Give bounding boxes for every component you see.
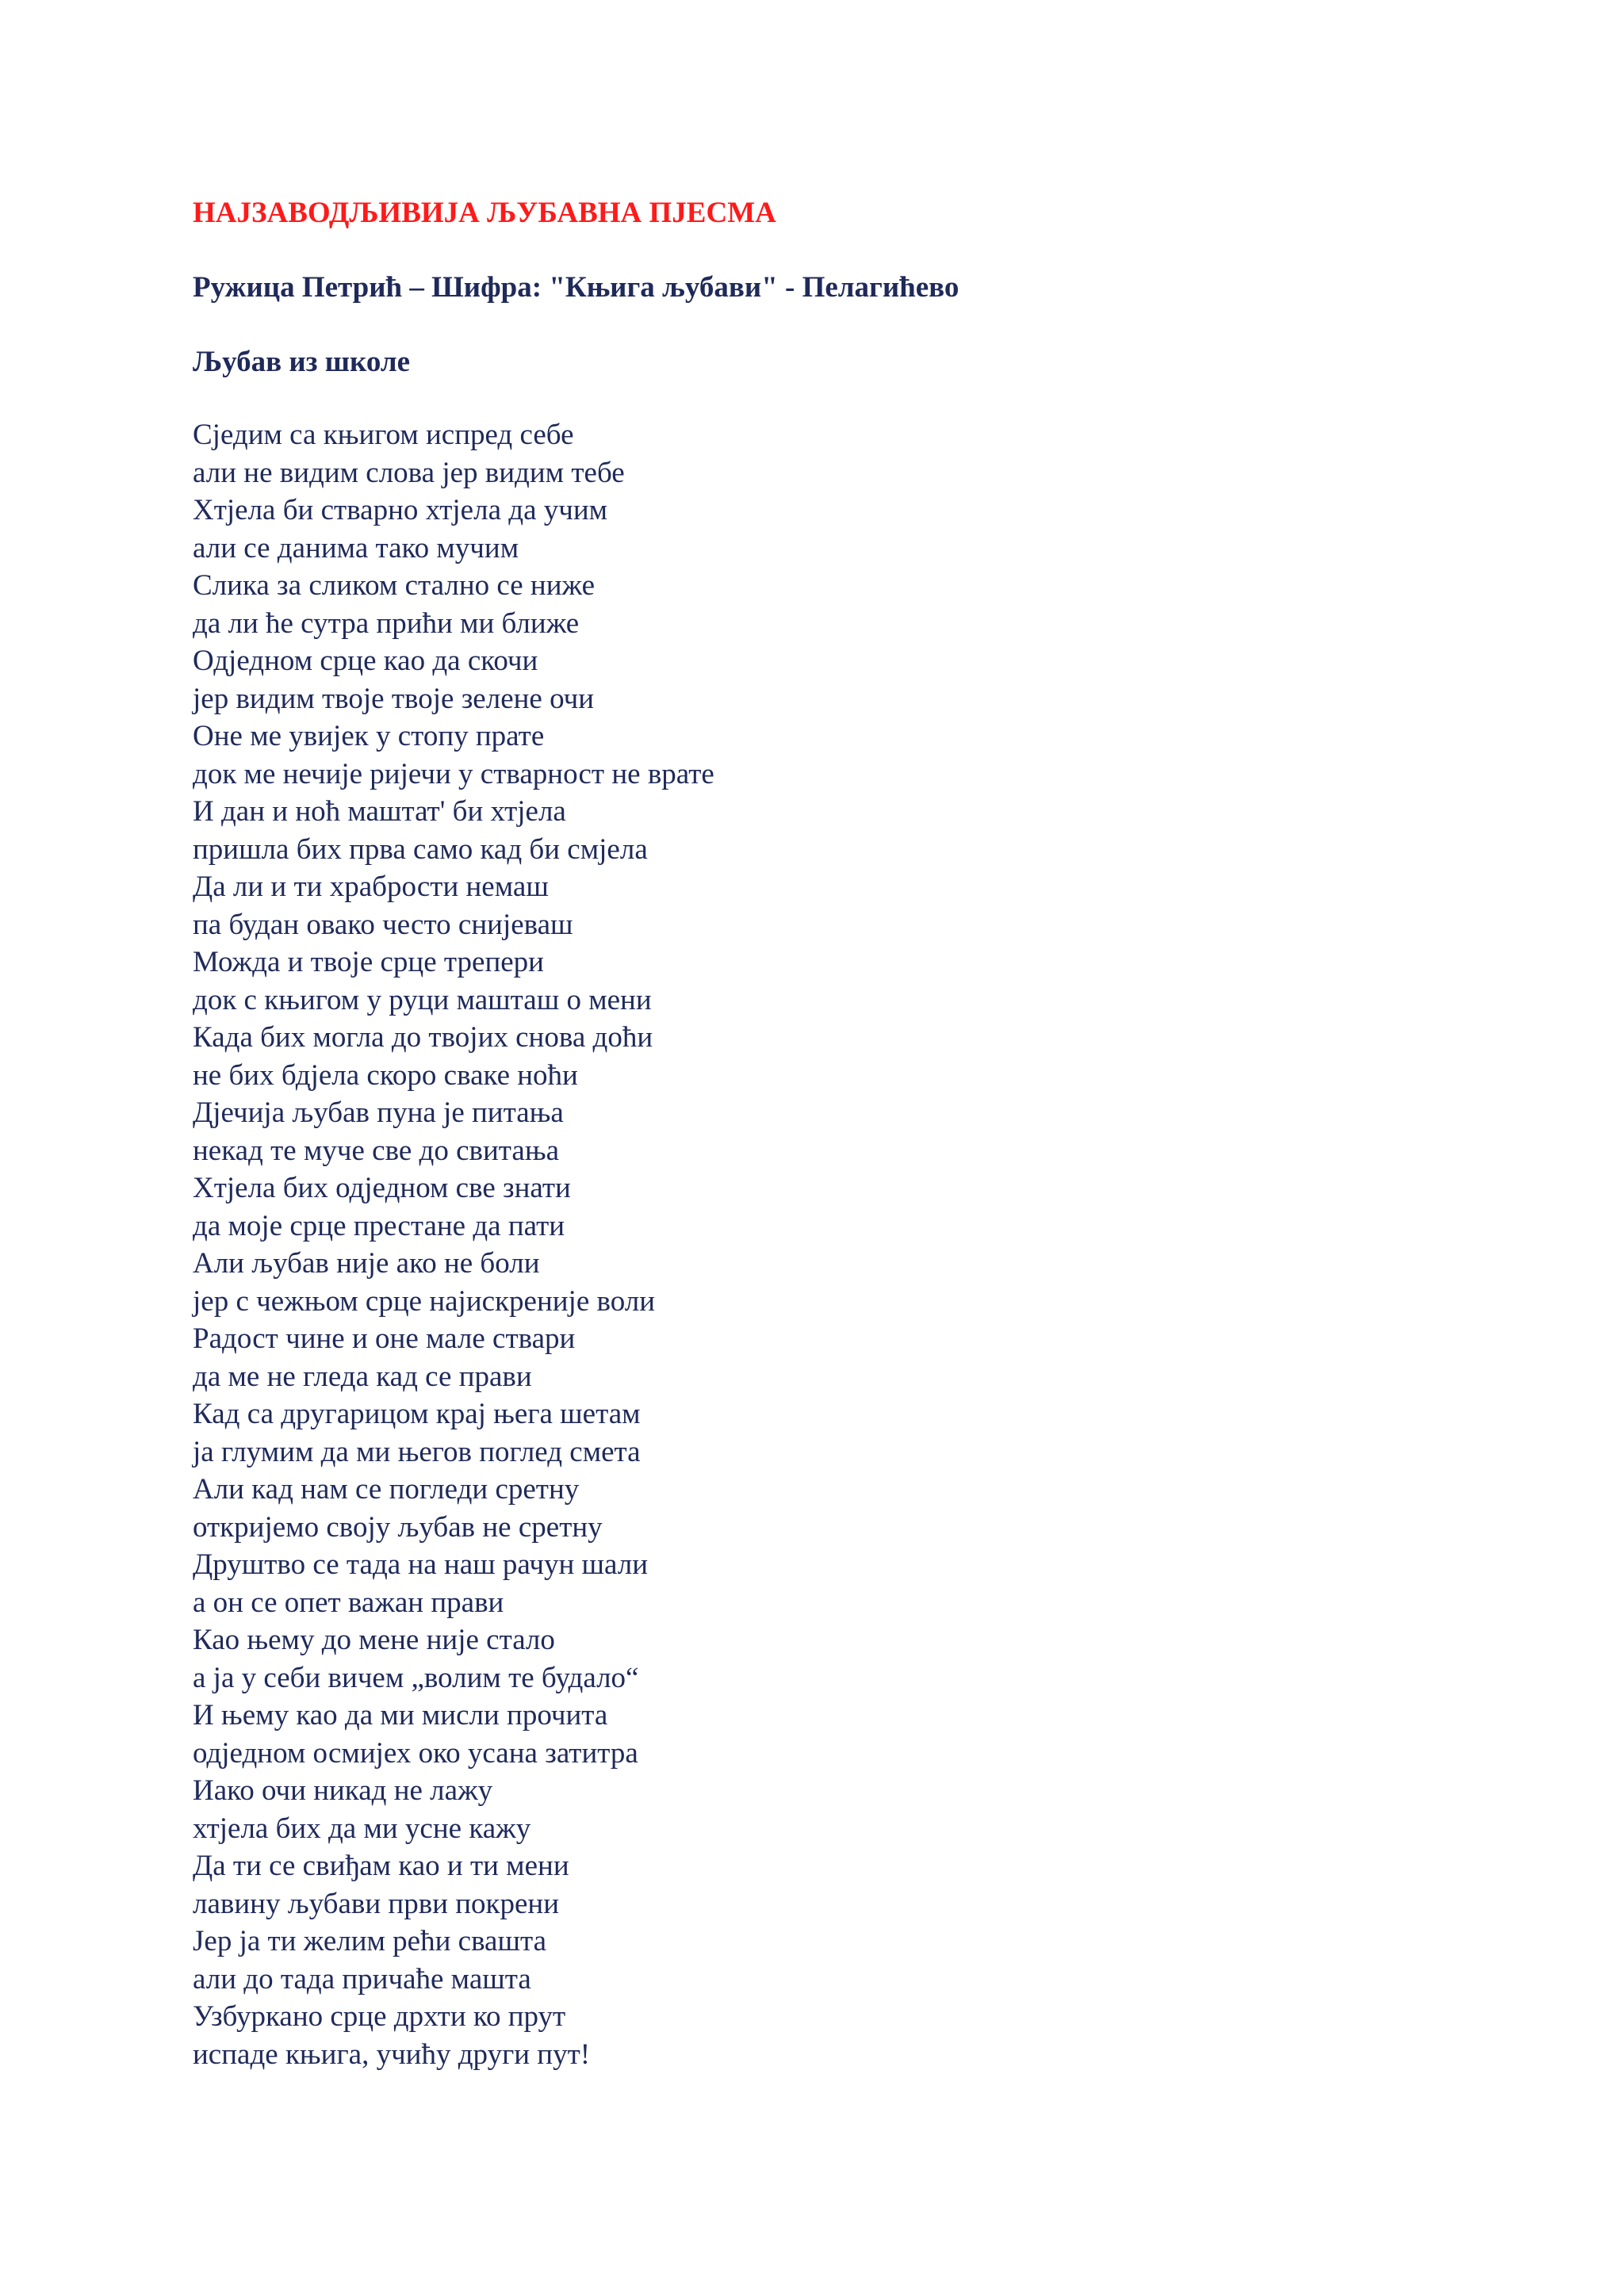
poem-line: Кад са другарицом крај њега шетам (193, 1398, 641, 1430)
poem-line: Радост чине и оне мале ствари (193, 1322, 576, 1355)
poem-line: Слика за сликом стално се ниже (193, 569, 596, 602)
poem-line: док с књигом у руци машташ о мени (193, 983, 652, 1016)
poem-line: Дјечија љубав пуна је питања (193, 1096, 564, 1129)
poem-line: Хтјела би стварно хтјела да учим (193, 494, 608, 526)
document-content (193, 193, 1461, 2073)
poem-line: лавину љубави први покрени (193, 1887, 560, 1920)
poem-line: пришла бих прва само кад би смјела (193, 832, 648, 866)
poem-line: док ме нечије ријечи у стварност не врате (193, 757, 714, 790)
poem-line: да ме не гледа кад се прави (193, 1360, 532, 1393)
poem-line: откријемо своју љубав не сретну (193, 1510, 603, 1544)
poem-line: Јер ја ти желим рећи свашта (193, 1925, 547, 1957)
poem-line: Као њему до мене није стало (193, 1624, 555, 1656)
poem-line: да ли ће сутра прићи ми ближе (193, 607, 580, 640)
poem-line: Сједим са књигом испред себе (193, 419, 574, 451)
poem-line: не бих бдјела скоро сваке ноћи (193, 1058, 578, 1092)
poem-line: Можда и твоје срце трепери (193, 946, 544, 978)
poem-line: Да ти се свиђам као и ти мени (193, 1850, 569, 1882)
poem-line: одједном осмијех око усана затитра (193, 1736, 638, 1770)
poem-line: Али љубав није ако не боли (193, 1247, 540, 1280)
poem-line: јер с чежњом срце најискреније воли (193, 1284, 656, 1318)
poem-line: јер видим твоје твоје зелене очи (193, 682, 595, 715)
poem-line: И њему као да ми мисли прочита (193, 1699, 608, 1732)
poem-line: а он се опет важан прави (193, 1586, 504, 1619)
poem-line: Да ли и ти храбрости немаш (193, 871, 549, 903)
poem-line: Иако очи никад не лажу (193, 1774, 493, 1807)
poem-line: да моје срце престане да пати (193, 1209, 565, 1242)
poem-line: Узбуркано срце дрхти ко прут (193, 2000, 566, 2033)
poem-line: ја глумим да ми његов поглед смета (193, 1435, 641, 1468)
poem-line: И дан и ноћ маштат' би хтјела (193, 795, 566, 828)
poem-line: некад те муче све до свитања (193, 1134, 560, 1167)
poem-line: а ја у себи вичем „волим те будало“ (193, 1661, 639, 1694)
poem-line: али не видим слова јер видим тебе (193, 456, 625, 489)
poem-line: Хтјела бих одједном све знати (193, 1172, 571, 1204)
poem-line: али се данима тако мучим (193, 531, 519, 564)
poem-line: Одједном срце као да скочи (193, 645, 538, 677)
poem-line: Оне ме увијек у стопу прате (193, 720, 545, 752)
poem-line: Када бих могла до твојих снова доћи (193, 1021, 653, 1054)
poem-line: па будан овако често снијеваш (193, 908, 573, 941)
poem-line: Али кад нам се погледи сретну (193, 1473, 580, 1506)
document-title: НАЈЗАВОДЉИВИЈА ЉУБАВНА ПЈЕСМА (193, 197, 776, 229)
document-subtitle: Ружица Петрић – Шифра: "Књига љубави" - Пелагићево (193, 271, 959, 304)
poem-line: Друштво се тада на наш рачун шали (193, 1548, 649, 1581)
poem-title: Љубав из школе (193, 346, 411, 378)
poem-line: испаде књига, учићу други пут! (193, 2038, 591, 2071)
poem-body (193, 416, 1461, 2073)
poem-line: хтјела бих да ми усне кажу (193, 1812, 531, 1845)
poem-line: али до тада причаће машта (193, 1962, 531, 1996)
